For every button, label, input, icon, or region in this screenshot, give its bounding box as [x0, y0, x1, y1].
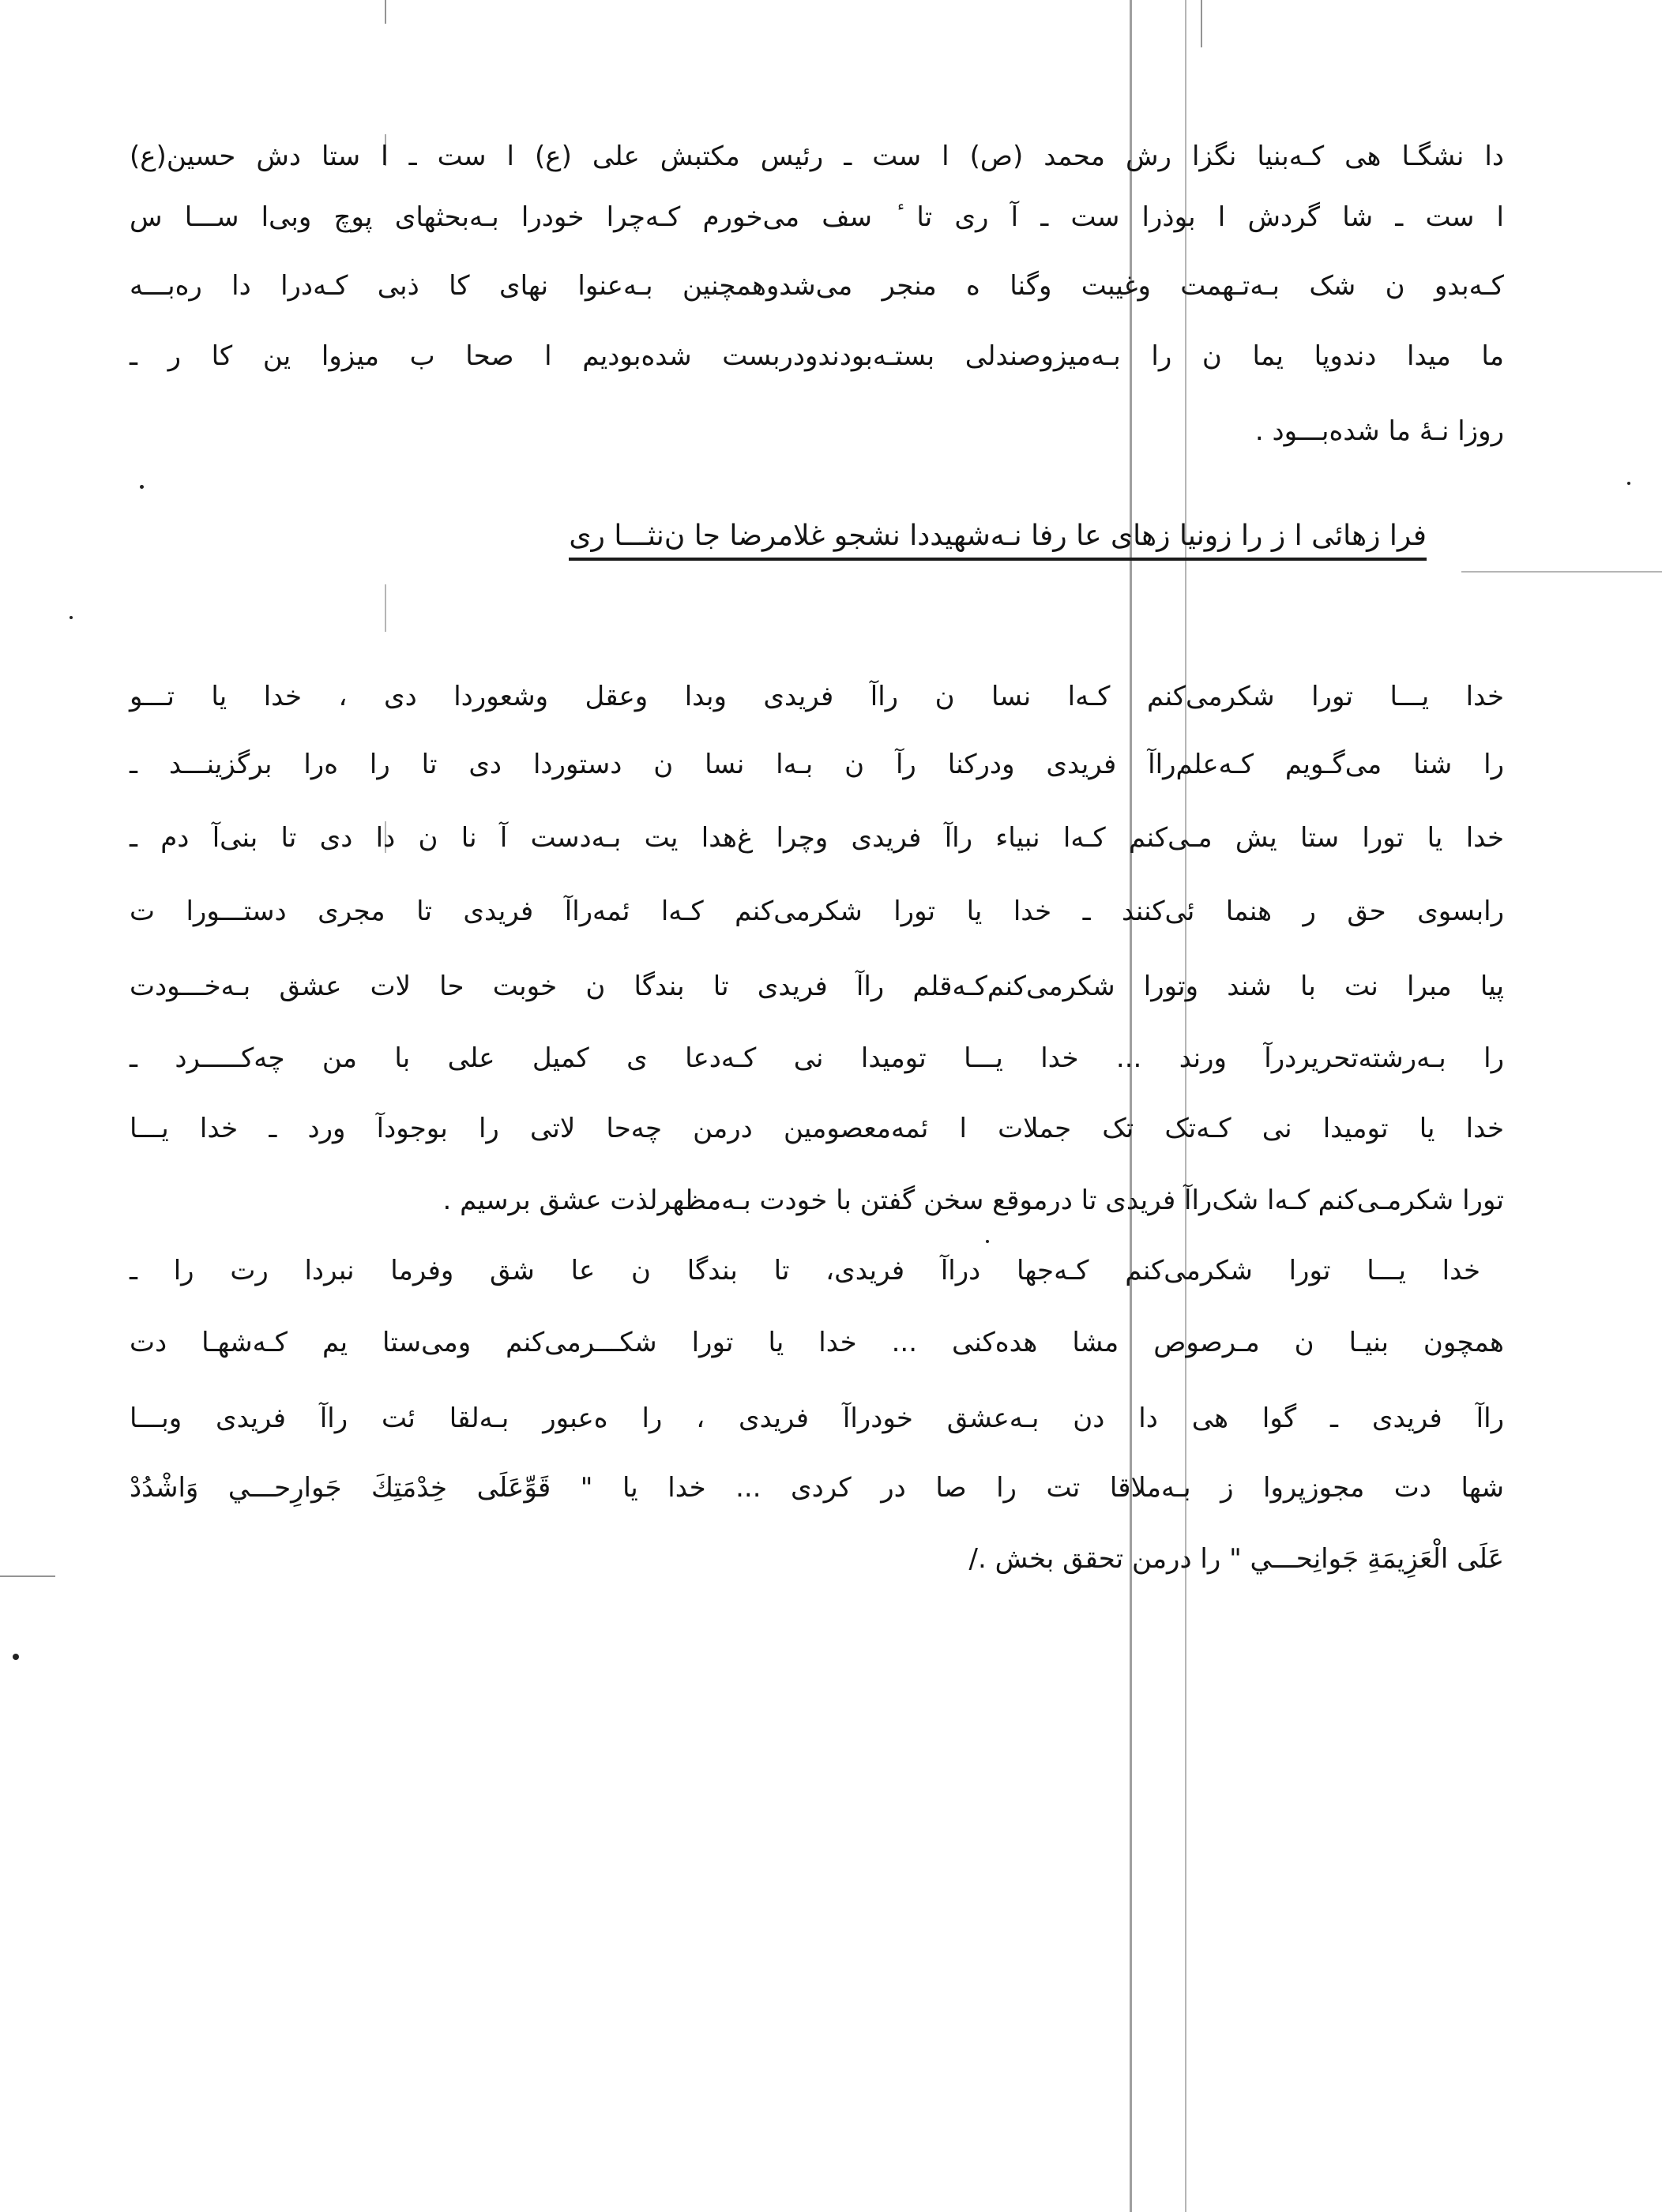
paragraph-2-line: را شنا می‌گـویم کـه‌علم‌راآ فریدی ودرکنا رآ ن بـه‌ا نسا ن دستوردا دی تا را ه‌را برگزینـــد ـ [130, 749, 1504, 780]
paragraph-2-line: را بـه‌رشته‌تحریردرآ ورند ... خدا یـــا تومیدا نی کـه‌دعا ی کمیل علی با من چه‌کـــــرد ـ [130, 1042, 1504, 1074]
scan-speck [13, 1654, 19, 1660]
scan-artifact-line [385, 0, 386, 24]
paragraph-2-line: خدا یا تورا ستا یش مـی‌کنم کـه‌ا نبیاء راآ فریدی وچرا غ‌هدا یت بـه‌دست آ نا ن دا دی تا بنی‌آ دم ـ [130, 822, 1504, 854]
section-heading: فرا زهائی ا ز را زونیا زهای عا رفا نـه‌شهیددا نشجو غلامرضا جا ن‌نثـــا ری [569, 516, 1427, 561]
paragraph-2-line: پیا مبرا نت با شند وتورا شکرمی‌کنم‌کـه‌قلم راآ فریدی تا بندگا ن خوبت حا لات عشق بـه‌خـــودت [130, 971, 1504, 1002]
scan-speck [986, 1240, 989, 1243]
scan-artifact-line [1201, 0, 1202, 47]
paragraph-1-line: روزا نـهٔ ما شده‌بـــود . [1254, 415, 1504, 447]
paragraph-3-line: عَلَى الْعَزِيمَةِ جَوانِحـــي " را درمن تحقق بخش ./ [968, 1543, 1504, 1575]
scan-speck [1627, 482, 1630, 485]
paragraph-3-line: راآ فریدی ـ گوا هی دا دن بـه‌عشق خودراآ فریدی ، را ه‌عبور بـه‌لقا ئت راآ فریدی وبـــا [130, 1403, 1504, 1434]
paragraph-2-line: خدا یـــا تورا شکرمی‌کنم کـه‌ا نسا ن راآ فریدی وبدا وعقل وشعوردا دی ، خدا یا تـــو [130, 681, 1504, 712]
paragraph-1-line: ما میدا دندوپا یما ن را بـه‌میزوصندلی بستـه‌بودندودربست شده‌بودیم ا صحا ب میزوا ین کا ر ـ [130, 340, 1504, 372]
scan-artifact-line [0, 1575, 55, 1577]
scan-artifact-line [385, 584, 386, 632]
paragraph-2-line: تورا شکرمـی‌کنم کـه‌ا شک‌راآ فریدی تا درموقع سخن گفتن با خودت بـه‌مظهرلذت عشق برسیم . [442, 1185, 1504, 1216]
paragraph-3-line: خدا یـــا تورا شکرمی‌کنم کـه‌جها دراآ فریدی، تا بندگا ن عا شق وفرما نبردا رت را ـ [130, 1255, 1480, 1286]
scan-fold-line [1185, 0, 1186, 2212]
paragraph-2-line: رابسوی حق ر هنما ئی‌کنند ـ خدا یا تورا شکرمی‌کنم کـه‌ا ئمه‌راآ فریدی تا مجری دستـــورا ت [130, 896, 1504, 927]
paragraph-3-line: همچون بنیـا ن مـرصوص مشا هده‌کنی ... خدا یا تورا شکـــرمی‌کنم ومی‌ستا یم کـه‌شهـا دت [130, 1327, 1504, 1358]
scan-artifact-line [1461, 571, 1662, 573]
paragraph-1-line: کـه‌بدو ن شک بـه‌تـهمت وغیبت وگنا ه منجر می‌شدوهمچنین بـه‌عنوا نهای کا ذبی کـه‌درا دا ره‌بـــه [130, 270, 1504, 302]
scan-fold-line [1130, 0, 1132, 2212]
paragraph-2-line: خدا یا تومیدا نی کـه‌تک تک جملات ا ئمه‌معصومین درمن چه‌حا لاتی را بوجودآ ورد ـ خدا یـــا [130, 1113, 1504, 1144]
paragraph-1-line: ا ست ـ شا گردش ا بوذرا ست ـ آ ری تا ٔ سف می‌خورم کـه‌چرا خودرا بـه‌بحثهای پوچ وبی‌ا ســـا س [130, 201, 1504, 233]
paragraph-1-line: دا نشگـا هی کـه‌بنیا نگزا رش محمد (ص) ا ست ـ رئیس مکتبش علی (ع) ا ست ـ ا ستا دش حسین(ع) [130, 141, 1504, 172]
scan-speck [140, 485, 144, 489]
paragraph-3-line: شها دت مجوزپروا ز بـه‌ملاقا تت را صا در کردی ... خدا یا " قَوِّعَلَى خِدْمَتِكَ جَوارِحـــي وَاشْدُدْ [130, 1472, 1504, 1504]
scan-speck [70, 616, 73, 619]
